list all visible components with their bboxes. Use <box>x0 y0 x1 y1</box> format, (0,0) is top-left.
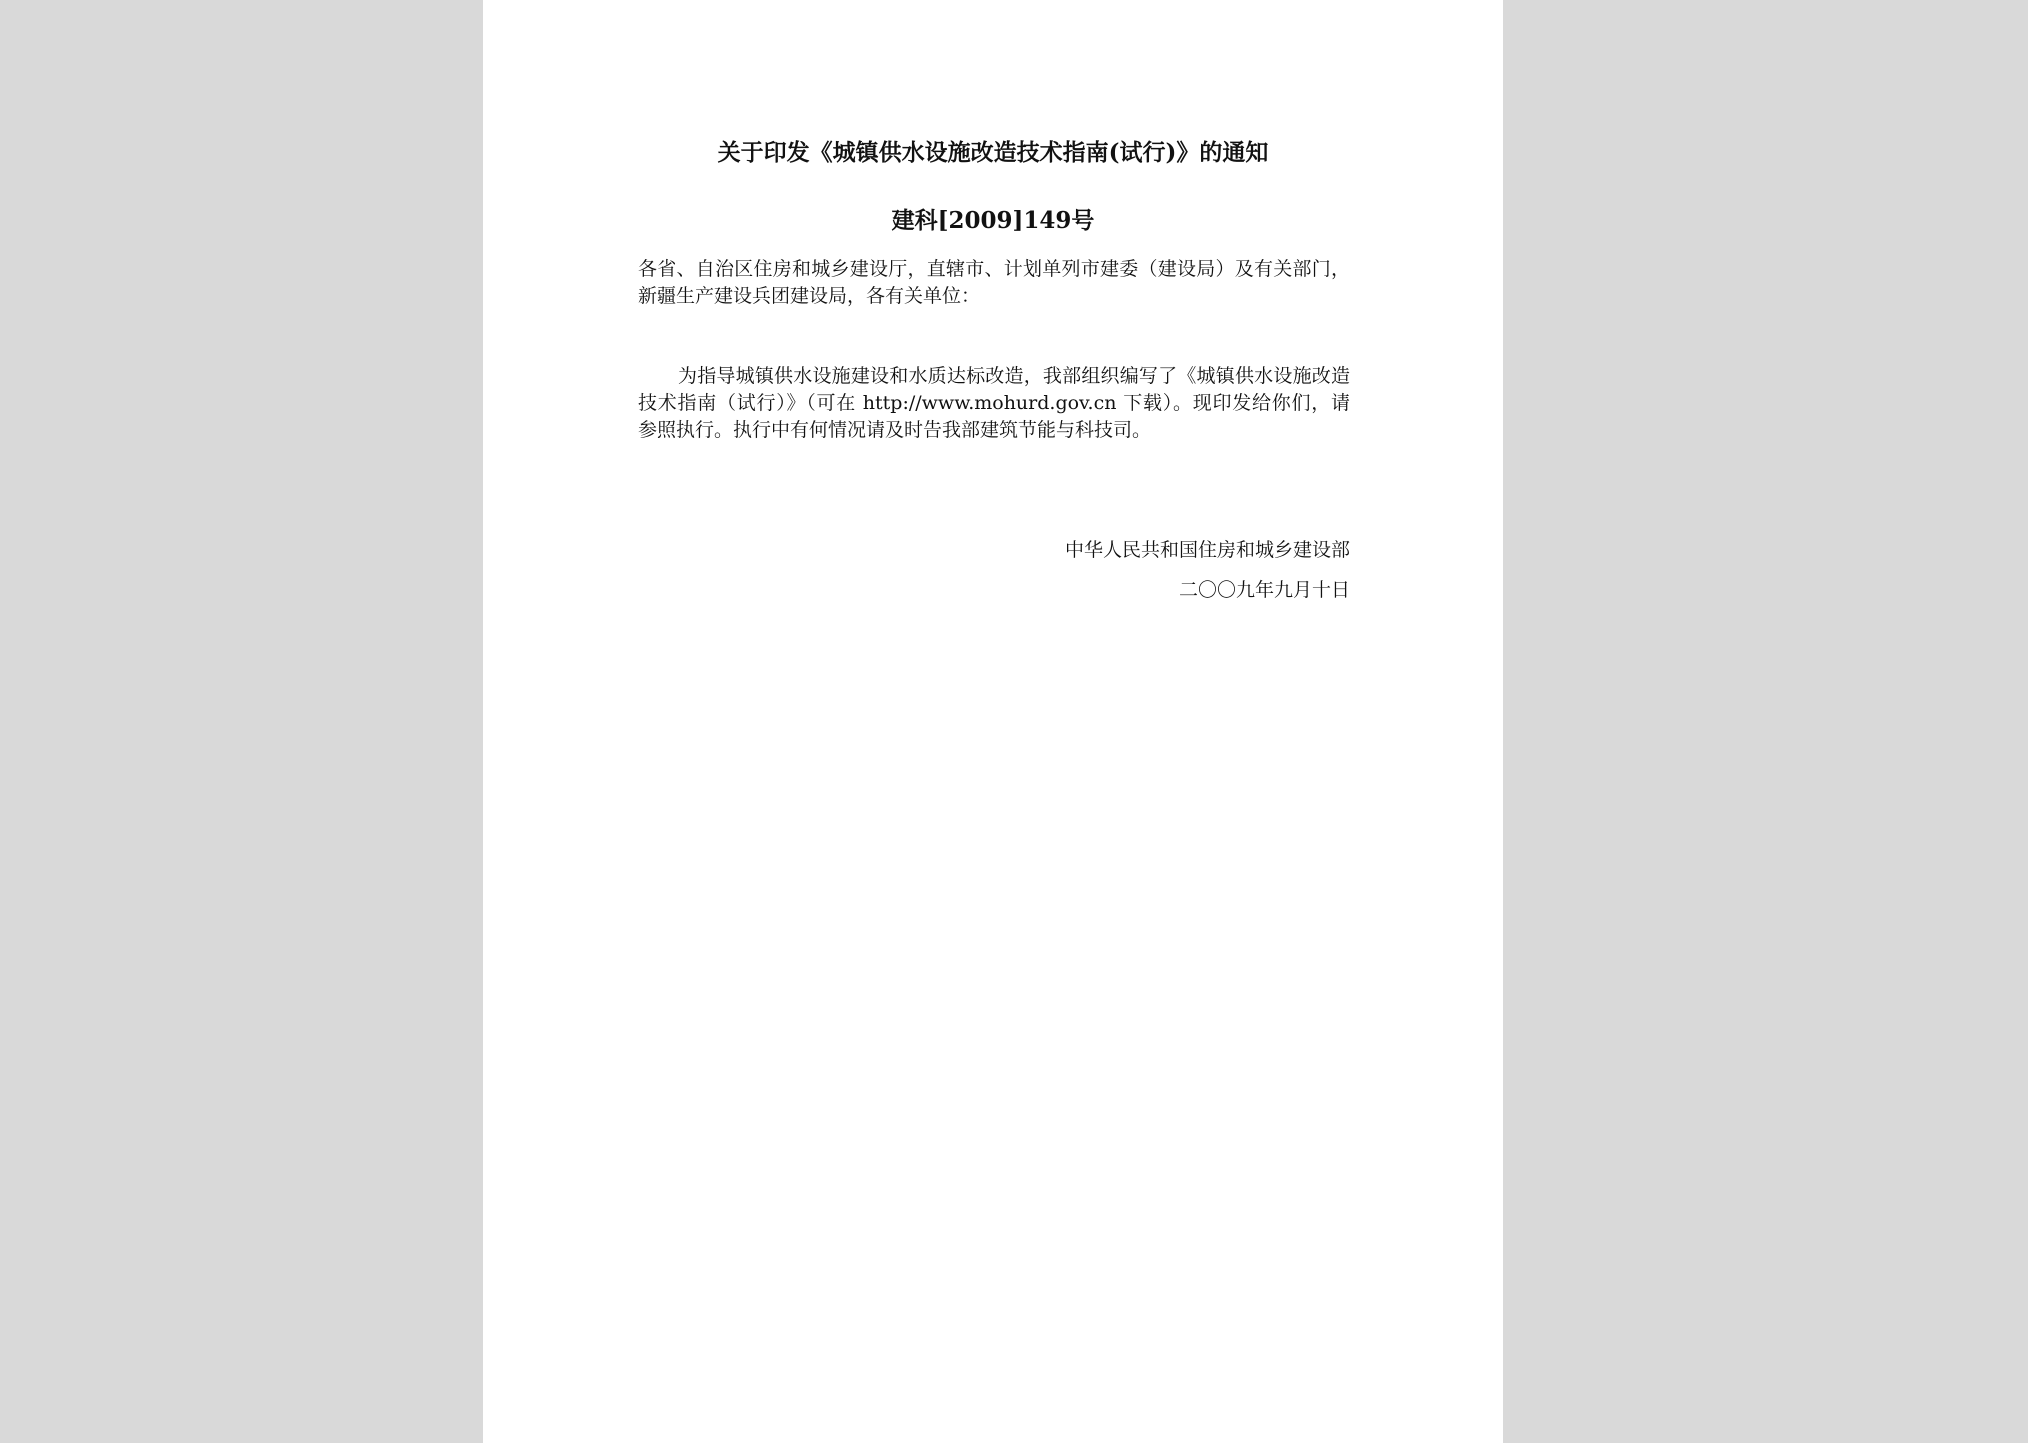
addressee-paragraph: 各省、自治区住房和城乡建设厅，直辖市、计划单列市建委（建设局）及有关部门，新疆生产建设兵团建设局，各有关单位： <box>638 258 1350 307</box>
issue-date: 二〇〇九年九月十日 <box>1178 579 1350 601</box>
document-number: 建科[2009]149号 <box>891 207 1095 234</box>
document-title: 关于印发《城镇供水设施改造技术指南(试行)》的通知 <box>717 139 1269 166</box>
body-paragraph: 为指导城镇供水设施建设和水质达标改造，我部组织编写了《城镇供水设施改造技术指南（试行）》（可在 http://www.mohurd.gov.cn 下载）。现印发给你们，请参照执行。执行中有何情况请及时告我部建筑节能与科技司。 <box>638 365 1350 441</box>
document-page <box>483 0 1503 1443</box>
issuer-signature: 中华人民共和国住房和城乡建设部 <box>1064 539 1350 561</box>
